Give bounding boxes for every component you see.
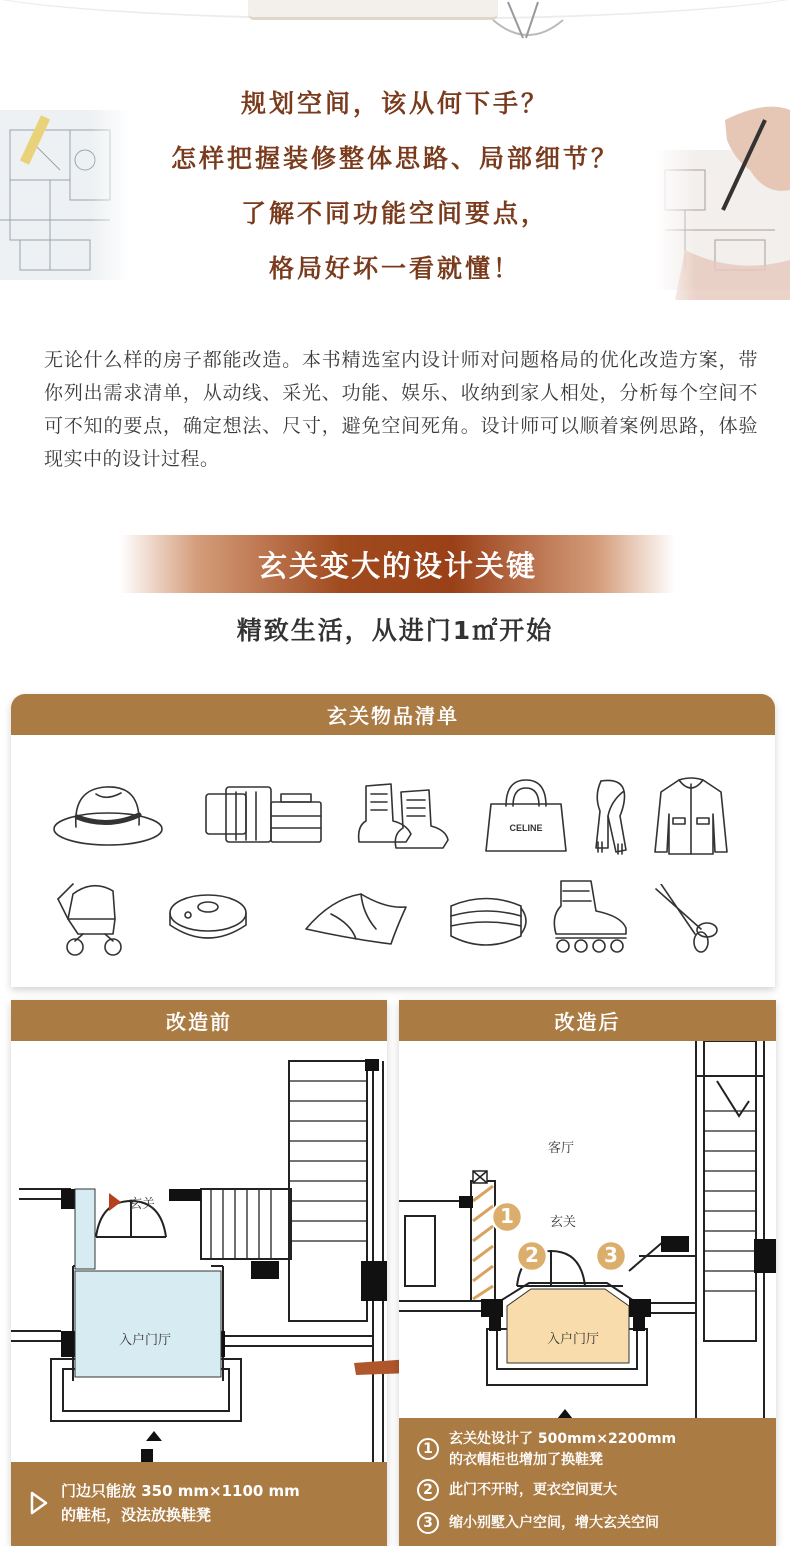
hat-icon <box>51 779 166 854</box>
after-living-label: 客厅 <box>548 1141 575 1156</box>
robot-vacuum-icon <box>166 889 251 949</box>
before-hall-label: 入户门厅 <box>119 1333 172 1348</box>
before-note <box>11 1462 387 1546</box>
marker-3: 3 <box>604 1243 618 1267</box>
mask-icon <box>441 886 531 956</box>
stroller-icon <box>53 879 133 959</box>
after-card <box>399 1000 776 1546</box>
jacket-icon <box>651 774 731 859</box>
after-note-1-line-1: 玄关处设计了 500mm×2200mm <box>449 1431 677 1447</box>
headline-line-4: 格局好坏一看就懂！ <box>268 254 521 283</box>
section-subtitle: 精致生活，从进门1㎡开始 <box>236 616 554 645</box>
bag-brand-label: CELINE <box>509 823 543 833</box>
scissors-icon <box>651 884 726 954</box>
play-triangle-icon <box>29 1490 49 1516</box>
compass-icon <box>488 0 568 45</box>
before-card <box>11 1000 387 1546</box>
note-num-1: 1 <box>417 1438 439 1460</box>
before-note-line-1: 门边只能放 350 mm×1100 mm <box>61 1482 300 1500</box>
after-note-1-line-2: 的衣帽柜也增加了换鞋凳 <box>449 1452 603 1468</box>
items-card <box>11 694 775 987</box>
intro-paragraph: 无论什么样的房子都能改造。本书精选室内设计师对问题格局的优化改造方案，带你列出需求清单，从动线、采光、功能、娱乐、收纳到家人相处，分析每个空间不可不知的要点，确定想法、尺寸，避免空间死角。设计师可以顺着案例思路，体验现实中的设计过程。 <box>44 349 758 470</box>
headline-line-2: 怎样把握装修整体思路、局部细节？ <box>170 144 619 173</box>
items-card-title: 玄关物品清单 <box>11 694 775 735</box>
marker-2: 2 <box>525 1243 539 1267</box>
roller-skate-icon <box>541 876 636 956</box>
cloth-icon <box>301 889 411 949</box>
marker-1: 1 <box>500 1204 514 1228</box>
boots-icon <box>351 776 451 854</box>
before-foyer-label: 玄关 <box>129 1197 156 1212</box>
scarf-icon <box>586 776 636 856</box>
note-num-3: 3 <box>417 1512 439 1534</box>
after-hall-label: 入户门厅 <box>547 1332 600 1347</box>
after-notes <box>399 1418 776 1546</box>
after-card-title: 改造后 <box>399 1000 776 1041</box>
section-banner <box>120 535 675 593</box>
before-card-title: 改造前 <box>11 1000 387 1041</box>
after-foyer-label: 玄关 <box>550 1215 577 1230</box>
after-floor-plan <box>399 1041 776 1421</box>
headline-line-1: 规划空间，该从何下手？ <box>240 89 549 118</box>
headline-line-3: 了解不同功能空间要点， <box>240 199 549 228</box>
luggage-icon <box>196 782 331 852</box>
note-num-2: 2 <box>417 1479 439 1501</box>
before-note-line-2: 的鞋柜，没法放换鞋凳 <box>61 1506 212 1524</box>
after-note-3: 缩小别墅入户空间，增大玄关空间 <box>449 1515 659 1531</box>
section-title: 玄关变大的设计关键 <box>257 548 537 583</box>
handbag-icon <box>481 776 571 856</box>
after-note-2: 此门不开时，更衣空间更大 <box>449 1482 617 1498</box>
before-floor-plan <box>11 1041 387 1462</box>
top-tab <box>248 0 498 20</box>
